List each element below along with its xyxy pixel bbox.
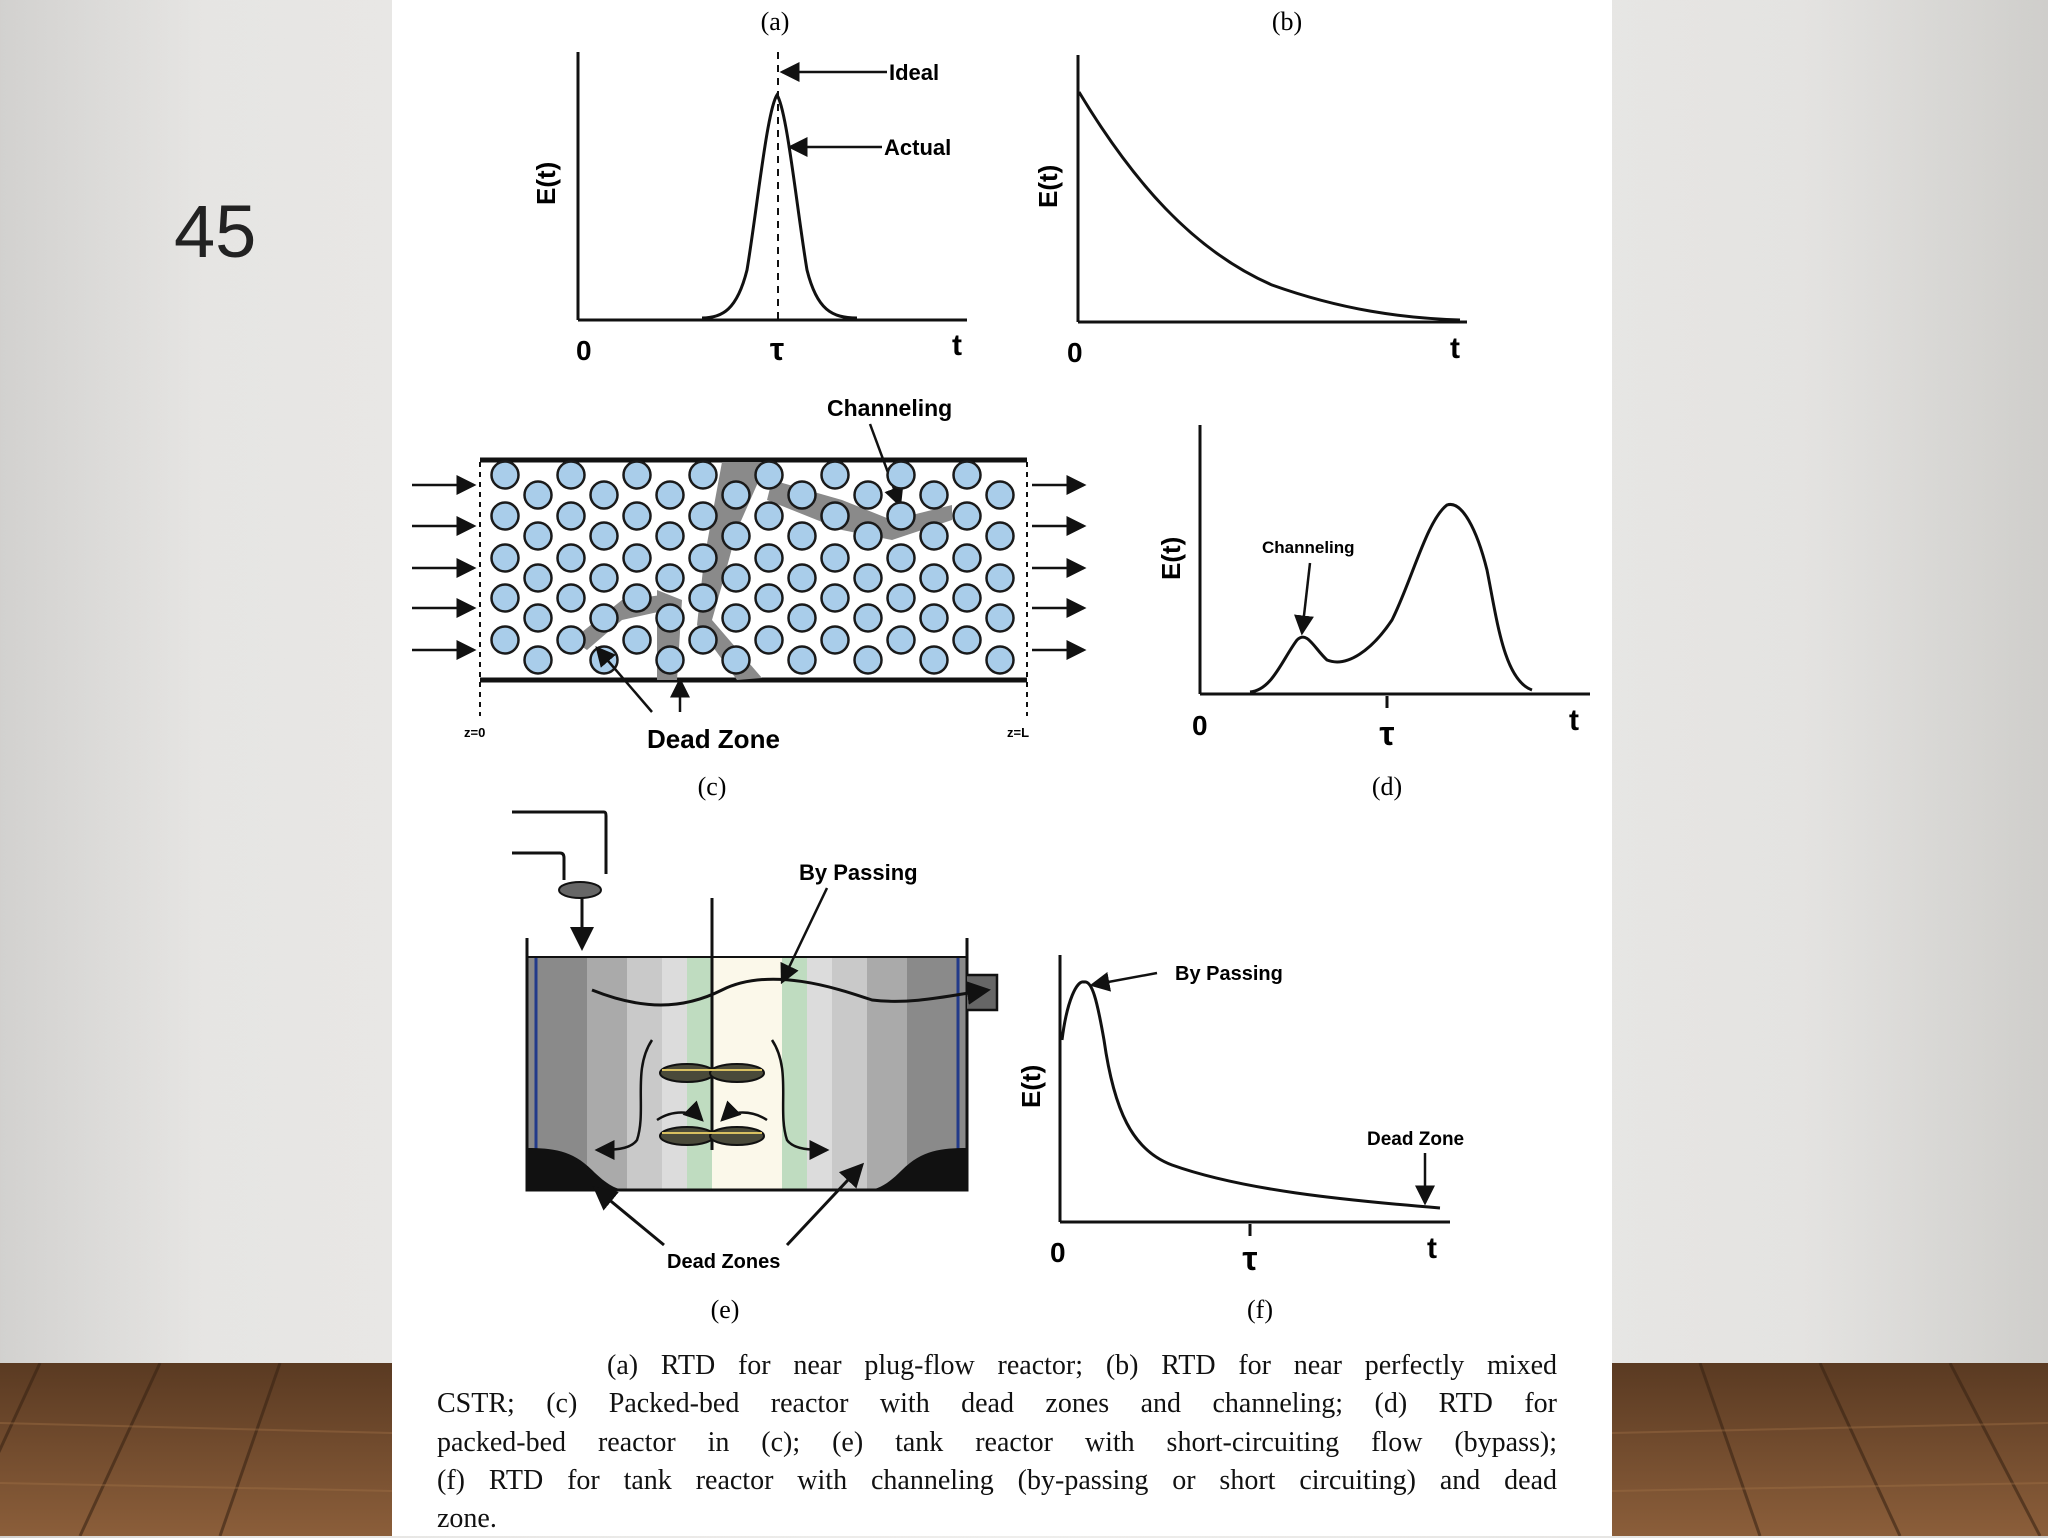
packed-particle [591, 482, 618, 509]
panel-f-bypassing-arrow [1092, 973, 1157, 985]
packed-particle [921, 565, 948, 592]
packed-particle [624, 545, 651, 572]
packed-particle [987, 523, 1014, 550]
panel-c-z-start: z=0 [464, 725, 486, 740]
packed-particle [954, 462, 981, 489]
packed-particle [888, 585, 915, 612]
packed-particle [657, 565, 684, 592]
caption-line-1: (a) RTD for near plug-flow reactor; (b) RTD for near perfectly mixed [607, 1350, 1557, 1381]
packed-particle [789, 482, 816, 509]
packed-particle [855, 523, 882, 550]
packed-particle [525, 482, 552, 509]
outlet-arrows [1032, 485, 1084, 650]
packed-particle [822, 627, 849, 654]
packed-particle [822, 545, 849, 572]
packed-particle [558, 585, 585, 612]
packed-particle [888, 503, 915, 530]
packed-particle [855, 647, 882, 674]
packed-particle [921, 482, 948, 509]
packed-particle [525, 647, 552, 674]
packed-particle [723, 565, 750, 592]
packed-particle [987, 565, 1014, 592]
packed-particle [492, 545, 519, 572]
packed-particle [921, 647, 948, 674]
packed-particle [723, 482, 750, 509]
panel-d-channeling-label: Channeling [1262, 538, 1355, 557]
packed-particle [954, 545, 981, 572]
panel-b-y-label: E(t) [1033, 164, 1063, 208]
packed-particle [954, 627, 981, 654]
caption-line-3: packed-bed reactor in (c); (e) tank reactor with short-circuiting flow (bypass); [437, 1427, 1557, 1458]
panel-e-label: (e) [710, 1295, 740, 1324]
packed-particle [822, 462, 849, 489]
packed-particle [558, 503, 585, 530]
feed-nozzle [559, 882, 601, 898]
packed-particle [921, 605, 948, 632]
packed-particle [789, 605, 816, 632]
caption-line-2: CSTR; (c) Packed-bed reactor with dead zones and channeling; (d) RTD for [437, 1388, 1557, 1419]
panel-b [1033, 7, 1467, 368]
packed-particle [492, 462, 519, 489]
panel-d-tau: τ [1379, 715, 1395, 753]
packed-particle [690, 545, 717, 572]
packed-particle [756, 503, 783, 530]
packed-particle [789, 565, 816, 592]
panel-a-tau: τ [769, 331, 785, 367]
panel-e-dead-zone-arrow-left [595, 1188, 664, 1245]
panel-f [1016, 955, 1464, 1324]
packed-particle [855, 605, 882, 632]
panel-d-label: (d) [1371, 772, 1403, 801]
panel-d-channeling-arrow [1302, 563, 1310, 633]
packed-particle [525, 523, 552, 550]
panel-a-actual-curve [702, 95, 857, 318]
panel-b-x-t: t [1450, 332, 1460, 365]
packed-particle [888, 627, 915, 654]
panel-a-y-label: E(t) [531, 161, 561, 205]
panel-d-x-t: t [1569, 704, 1579, 737]
panel-b-x-zero: 0 [1067, 337, 1083, 368]
packed-particle [690, 462, 717, 489]
panel-d-x-zero: 0 [1192, 710, 1208, 741]
panel-b-decay-curve [1079, 92, 1460, 320]
panel-c-dead-zone-label: Dead Zone [647, 724, 780, 754]
packed-particle [987, 647, 1014, 674]
panel-d-rtd-curve [1250, 504, 1532, 692]
packed-particle [492, 627, 519, 654]
packed-particle [690, 627, 717, 654]
panel-f-bypassing-label: By Passing [1175, 963, 1283, 985]
caption-line-4: (f) RTD for tank reactor with channeling (by-passing or short circuiting) and dead [437, 1465, 1557, 1496]
packed-particle [558, 627, 585, 654]
panel-f-x-t: t [1427, 1232, 1437, 1265]
packed-particle [756, 462, 783, 489]
packed-particle [888, 545, 915, 572]
packed-particle [624, 503, 651, 530]
panel-e [512, 812, 997, 1324]
packed-particle [624, 462, 651, 489]
panel-a-label: (a) [760, 7, 790, 36]
feed-pipe [512, 812, 606, 880]
document-page [392, 0, 1612, 1536]
caption-line-5: zone. [437, 1503, 497, 1534]
panel-a-actual-label: Actual [884, 135, 952, 160]
panel-c-z-end: z=L [1007, 725, 1030, 740]
packed-particle [954, 585, 981, 612]
inlet-arrows [412, 485, 474, 650]
packed-particle [723, 523, 750, 550]
slide-number: 45 [174, 190, 257, 273]
panel-f-label: (f) [1247, 1295, 1273, 1324]
packed-particle [987, 605, 1014, 632]
panel-d [1156, 425, 1590, 801]
packed-particle [690, 585, 717, 612]
panel-a [531, 7, 967, 367]
panel-c-label: (c) [697, 772, 727, 801]
packed-particle [822, 503, 849, 530]
panel-c-channeling-label: Channeling [827, 395, 953, 421]
packed-particle [756, 545, 783, 572]
packed-particle [558, 545, 585, 572]
rtd-figure [392, 0, 1612, 1340]
packed-particle [855, 565, 882, 592]
panel-d-y-label: E(t) [1156, 536, 1186, 580]
panel-e-dead-zones-label: Dead Zones [667, 1251, 781, 1273]
packed-particle [723, 647, 750, 674]
packed-particle [591, 565, 618, 592]
packed-particle [789, 523, 816, 550]
packed-particle [756, 627, 783, 654]
packed-particle [657, 482, 684, 509]
packed-particle [525, 565, 552, 592]
packed-particle [690, 503, 717, 530]
packed-particle [888, 462, 915, 489]
panel-e-bypassing-label: By Passing [799, 860, 918, 885]
panel-f-tau: τ [1242, 1240, 1258, 1278]
packed-particle [558, 462, 585, 489]
packed-particle [855, 482, 882, 509]
panel-f-y-label: E(t) [1016, 1064, 1046, 1108]
panel-a-x-zero: 0 [576, 335, 592, 366]
panel-c [412, 395, 1084, 801]
packed-particle [657, 605, 684, 632]
packed-particle [723, 605, 750, 632]
packed-particle [657, 523, 684, 550]
panel-b-label: (b) [1271, 7, 1303, 36]
packed-particle [525, 605, 552, 632]
packed-particle [921, 523, 948, 550]
panel-f-x-zero: 0 [1050, 1237, 1066, 1268]
panel-a-ideal-label: Ideal [889, 60, 940, 85]
packed-particle [492, 585, 519, 612]
panel-f-rtd-curve [1062, 982, 1440, 1208]
packed-particle [987, 482, 1014, 509]
packed-particle [624, 585, 651, 612]
packed-particle [591, 523, 618, 550]
packed-particle [492, 503, 519, 530]
packed-particle [756, 585, 783, 612]
packed-particle [591, 647, 618, 674]
packed-particle [822, 585, 849, 612]
panel-a-x-t: t [952, 329, 962, 362]
packed-particle [657, 647, 684, 674]
panel-f-dead-zone-label: Dead Zone [1367, 1129, 1465, 1150]
packed-particle [954, 503, 981, 530]
packed-particle [789, 647, 816, 674]
packed-particle [591, 605, 618, 632]
packed-particle [624, 627, 651, 654]
